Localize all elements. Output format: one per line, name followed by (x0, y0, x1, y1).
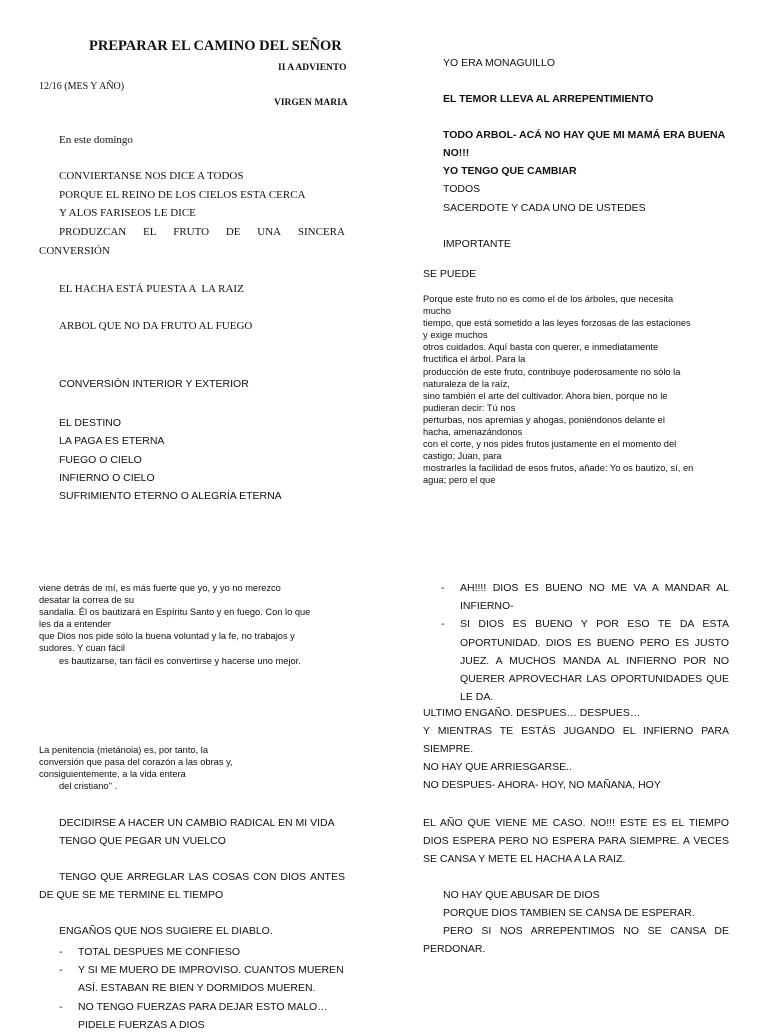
destino-list (59, 414, 282, 505)
paragraph-line: sino también el arte del cultivador. Ahora bien, porque no le (423, 390, 668, 401)
line-arbol: ARBOL QUE NO DA FRUTO AL FUEGO (59, 320, 253, 332)
bullet-line: ASÍ. ESTABAN RE BIEN Y DORMIDOS MUEREN. (78, 982, 316, 995)
liturgical-week: II A ADVIENTO (278, 63, 347, 73)
paragraph-line: agua; pero el que (423, 475, 496, 486)
paragraph-line: La penitencia (metánoia) es, por tanto, la (39, 745, 208, 755)
word: UNA (257, 226, 282, 238)
bullet-dash: - (59, 1000, 63, 1013)
word: LAS (188, 871, 209, 883)
line-no: NO!!! (443, 147, 470, 159)
line-arrepentimos: PERO SI NOS ARREPENTIMOS NO SE CANSA DE (443, 925, 729, 937)
penitencia-paragraph (39, 744, 354, 792)
bullet-line: SI DIOS ES BUENO Y POR ESO TE DA ESTA (460, 618, 729, 631)
word: QUE (100, 871, 124, 883)
bullet-line: QUERER APROVECHAR LAS OPORTUNIDADES QUE (460, 673, 729, 686)
line-ano: EL AÑO QUE VIENE ME CASO. NO!!! ESTE ES EL TIEMPO (423, 817, 729, 829)
line-decidirse: DECIDIRSE A HACER UN CAMBIO RADICAL EN MI VIDA (59, 817, 335, 829)
paragraph-line: producción de este fruto, contribuye poderosamente no sólo la (423, 366, 681, 377)
word: COSAS (212, 871, 250, 883)
line-raiz: SE CANSA Y METE EL HACHA A LA RAIZ. (423, 853, 626, 865)
line-vuelco: TENGO QUE PEGAR UN VUELCO (59, 835, 226, 847)
word: ANTES (309, 871, 345, 883)
virgin-mary-label: VIRGEN MARIA (274, 98, 348, 108)
line-perdonar: PERDONAR. (423, 943, 486, 955)
line-espera: DIOS ESPERA PERO NO ESPERA PARA SIEMPRE. A VECES (423, 835, 729, 847)
list-item: LA PAGA ES ETERNA (59, 435, 165, 448)
line-todo-arbol: TODO ARBOL- ACÁ NO HAY QUE MI MAMÁ ERA BUENA (443, 129, 726, 141)
line-arreglar (59, 871, 345, 883)
bullet-line: OPORTUNIDAD. DIOS ES BUENO PERO ES JUSTO (460, 636, 729, 649)
list-item (441, 615, 729, 706)
paragraph-line: otros cuidados. Aquí basta con querer, e inmediatamente (423, 342, 659, 353)
paragraph-line: consiguientemente, a la vida entera (39, 769, 186, 780)
bullet-line: LE DA. (460, 691, 494, 704)
line-cambiar: YO TENGO QUE CAMBIAR (443, 165, 577, 177)
word: FRUTO (173, 226, 210, 238)
paragraph-line: tiempo, que está sometido a las leyes forzosas de las estaciones (423, 318, 691, 329)
word: ARREGLAR (126, 871, 185, 883)
bullet-line: JUEZ. A MUCHOS MANDA AL INFIERNO POR NO (460, 654, 729, 667)
paragraph-line: fructifica el árbol. Para la (423, 354, 526, 365)
fruit-paragraph (423, 293, 738, 487)
bullet-line: INFIERNO- (460, 600, 514, 613)
word: TENGO (59, 871, 97, 883)
paragraph-line: naturaleza de la raíz, (423, 378, 510, 389)
line-enganos: ENGAÑOS QUE NOS SUGIERE EL DIABLO. (59, 925, 273, 937)
word: EL (143, 226, 157, 238)
bullet-dash: - (59, 946, 63, 958)
list-item (59, 961, 349, 997)
line-temor: EL TEMOR LLEVA AL ARREPENTIMIENTO (443, 93, 654, 105)
list-item: FUEGO O CIELO (59, 453, 142, 466)
bueno-list (441, 579, 729, 706)
line-sacerdote: SACERDOTE Y CADA UNO DE USTEDES (443, 202, 646, 214)
paragraph-line: hacha, amenazándonos (423, 427, 523, 438)
line-reino: PORQUE EL REINO DE LOS CIELOS ESTA CERCA (59, 189, 306, 201)
paragraph-line: viene detrás de mí, es más fuerte que yo, y yo no merezco (39, 583, 281, 593)
paragraph-line: castigo; Juan, para (423, 451, 502, 462)
paragraph-line: mucho (423, 306, 451, 317)
bullet-dash: - (59, 964, 63, 977)
bullet-line: TOTAL DESPUES ME CONFIESO (78, 946, 241, 958)
word: SINCERA (297, 226, 345, 238)
line-mientras: Y MIENTRAS TE ESTÁS JUGANDO EL INFIERNO PARA (423, 725, 729, 737)
paragraph-line: mostrarles la facilidad de esos frutos, añade: Yo os bautizo, sí, en (423, 463, 694, 474)
paragraph-line: perturbas, nos apremias y ahogas, poniéndonos delante el (423, 414, 665, 425)
line-convertirse: CONVIERTANSE NOS DICE A TODOS (59, 170, 244, 182)
list-item: INFIERNO O CIELO (59, 471, 155, 484)
word: DE (225, 226, 241, 238)
line-conversion: CONVERSIÓN (39, 245, 110, 257)
list-item (59, 998, 349, 1034)
list-item: SUFRIMIENTO ETERNO O ALEGRÍA ETERNA (59, 490, 282, 503)
bullet-line: AH!!!! DIOS ES BUENO NO ME VA A MANDAR AL (460, 582, 729, 594)
paragraph-line: con el corte, y nos pides frutos justamente en el momento del (423, 439, 677, 450)
enganos-list (59, 943, 349, 1034)
bullet-line: NO TENGO FUERZAS PARA DEJAR ESTO MALO… (78, 1000, 328, 1013)
list-item: EL DESTINO (59, 417, 122, 429)
word: CON (253, 871, 277, 883)
line-se-puede: SE PUEDE (423, 268, 477, 280)
list-item (441, 579, 729, 615)
paragraph-line: del cristiano" . (59, 781, 118, 792)
paragraph-line: pudieran decir: Tú nos (423, 402, 516, 413)
paragraph-line: Porque este fruto no es como el de los árboles, que necesita (423, 294, 674, 304)
bullet-dash: - (441, 618, 445, 631)
list-item (59, 943, 349, 961)
line-produzcan (59, 226, 345, 238)
line-siempre: SIEMPRE. (423, 743, 474, 755)
word: DIOS (280, 871, 307, 883)
paragraph-line: y exige muchos (423, 330, 488, 341)
baptism-paragraph (39, 582, 354, 667)
word: PRODUZCAN (59, 226, 127, 238)
paragraph-line: conversión que pasa del corazón a las obras y, (39, 757, 233, 768)
line-interior-exterior: CONVERSIÓN INTERIOR Y EXTERIOR (59, 378, 249, 390)
paragraph-line: sudores. Y cuan fácil (39, 643, 125, 654)
line-ultimo: ULTIMO ENGAÑO. DESPUES… DESPUES… (423, 707, 641, 719)
paragraph-line: les da a entender (39, 619, 111, 630)
line-no-despues: NO DESPUES- AHORA- HOY, NO MAÑANA, HOY (423, 779, 661, 791)
paragraph-line: es bautizarse, tan fácil es convertirse y hacerse uno mejor. (59, 655, 301, 666)
document-title: PREPARAR EL CAMINO DEL SEÑOR (89, 38, 342, 54)
intro-line: En este domingo (59, 134, 133, 146)
line-arriesgarse: NO HAY QUE ARRIESGARSE.. (423, 761, 572, 773)
line-cansa: PORQUE DIOS TAMBIEN SE CANSA DE ESPERAR. (443, 907, 695, 919)
line-tiempo: DE QUE SE ME TERMINE EL TIEMPO (39, 889, 224, 901)
line-monaguillo: YO ERA MONAGUILLO (443, 57, 556, 69)
paragraph-line: que Dios nos pide sólo la buena voluntad y la fe, no trabajos y (39, 631, 295, 642)
bullet-line: PIDELE FUERZAS A DIOS (78, 1018, 205, 1031)
bullet-dash: - (441, 582, 445, 594)
line-todos: TODOS (443, 183, 481, 195)
date-line: 12/16 (MES Y AÑO) (39, 81, 125, 92)
bullet-line: Y SI ME MUERO DE IMPROVISO. CUANTOS MUEREN (78, 964, 344, 977)
line-importante: IMPORTANTE (443, 238, 511, 250)
paragraph-line: desatar la correa de su (39, 595, 135, 606)
line-fariseos: Y ALOS FARISEOS LE DICE (59, 207, 196, 219)
paragraph-line: sandalia. Él os bautizará en Espíritu Santo y en fuego. Con lo que (39, 607, 311, 618)
line-abusar: NO HAY QUE ABUSAR DE DIOS (443, 889, 600, 901)
line-hacha: EL HACHA ESTÁ PUESTA A LA RAIZ (59, 283, 244, 295)
